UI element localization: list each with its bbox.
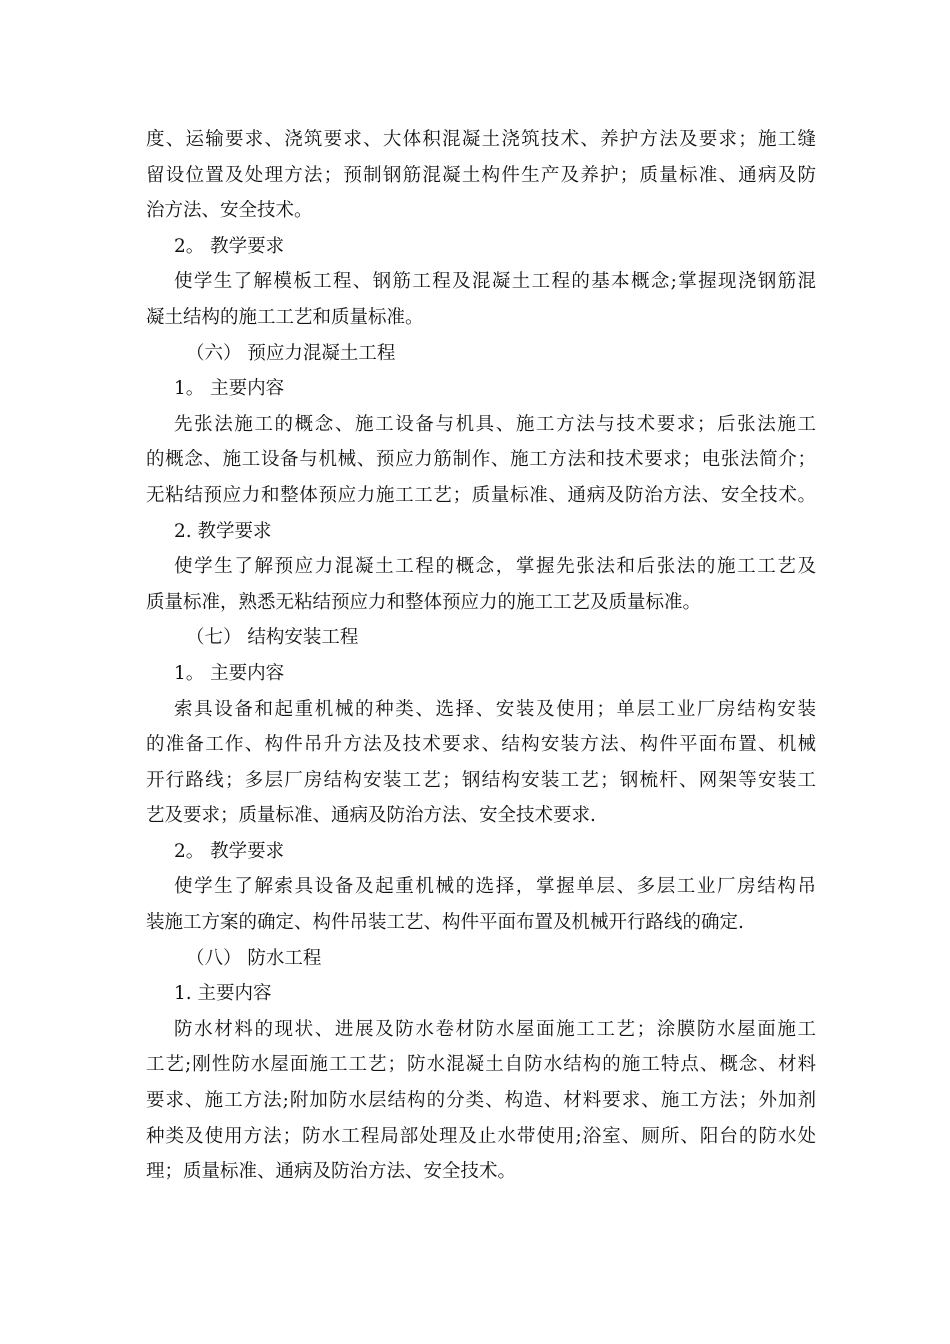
text-line: 装施工方案的确定、构件吊装工艺、构件平面布置及机械开行路线的确定.: [146, 912, 744, 934]
text-line: 理；质量标准、通病及防治方法、安全技术。: [146, 1161, 517, 1183]
text-line: 艺及要求；质量标准、通病及防治方法、安全技术要求.: [146, 805, 596, 827]
subheading: 2. 教学要求: [174, 520, 272, 542]
subheading: 2。 教学要求: [174, 840, 285, 862]
text-line: 凝土结构的施工工艺和质量标准。: [146, 306, 424, 328]
subheading: 1. 主要内容: [174, 983, 272, 1005]
text-line: 先张法施工的概念、施工设备与机具、施工方法与技术要求；后张法施工: [174, 413, 816, 435]
text-line: 使学生了解索具设备及起重机械的选择，掌握单层、多层工业厂房结构吊: [174, 876, 816, 898]
text-line: 的概念、施工设备与机械、预应力筋制作、施工方法和技术要求；电张法简介；: [146, 449, 816, 471]
body-text: [146, 122, 816, 1190]
subheading: 1。 主要内容: [174, 378, 285, 400]
text-line: 开行路线；多层厂房结构安装工艺；钢结构安装工艺；钢梳杆、网架等安装工: [146, 769, 816, 791]
text-line: 留设位置及处理方法；预制钢筋混凝土构件生产及养护；质量标准、通病及防: [146, 164, 816, 186]
text-line: 工艺;刚性防水屋面施工工艺；防水混凝土自防水结构的施工特点、概念、材料: [146, 1054, 816, 1076]
text-line: 度、运输要求、浇筑要求、大体积混凝土浇筑技术、养护方法及要求；施工缝: [146, 129, 816, 150]
section-heading: （七） 结构安装工程: [186, 627, 359, 649]
text-line: 无粘结预应力和整体预应力施工工艺；质量标准、通病及防治方法、安全技术。: [146, 484, 816, 506]
text-line: 要求、施工方法;附加防水层结构的分类、构造、材料要求、施工方法；外加剂: [146, 1090, 816, 1112]
text-line: 索具设备和起重机械的种类、选择、安装及使用；单层工业厂房结构安装: [174, 698, 816, 720]
text-line: 质量标准，熟悉无粘结预应力和整体预应力的施工工艺及质量标准。: [146, 591, 702, 613]
text-line: 治方法、安全技术。: [146, 200, 313, 222]
text-line: 的准备工作、构件吊升方法及技术要求、结构安装方法、构件平面布置、机械: [146, 734, 816, 756]
text-line: 使学生了解模板工程、钢筋工程及混凝土工程的基本概念;掌握现浇钢筋混: [174, 271, 816, 293]
subheading: 1。 主要内容: [174, 662, 285, 684]
text-line: 防水材料的现状、进展及防水卷材防水屋面施工工艺；涂膜防水屋面施工: [174, 1018, 816, 1040]
section-heading: （六） 预应力混凝土工程: [186, 342, 396, 364]
text-line: 种类及使用方法；防水工程局部处理及止水带使用;浴室、厕所、阳台的防水处: [146, 1125, 816, 1147]
text-line: 使学生了解预应力混凝土工程的概念，掌握先张法和后张法的施工工艺及: [174, 556, 816, 578]
subheading: 2。 教学要求: [174, 235, 285, 257]
section-heading: （八） 防水工程: [186, 947, 322, 969]
